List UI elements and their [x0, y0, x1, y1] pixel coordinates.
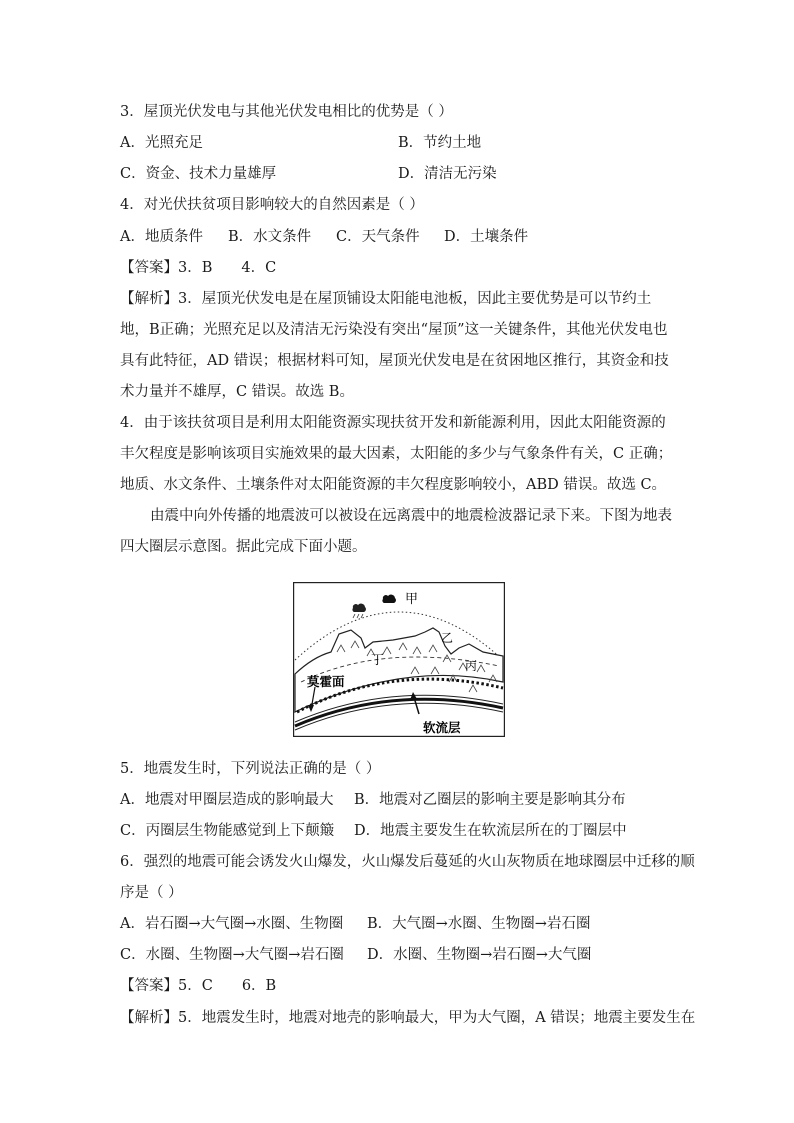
analysis-4: 4．由于该扶贫项目是利用太阳能资源实现扶贫开发和新能源利用，因此太阳能资源的丰欠程度是影响该项目实施效果的最大因素，太阳能的多少与气象条件有关，C 正确；地质、水文条件、土壤条件对太阳能资源的丰欠程度影响较小，ABD 错误。故选 C。 [120, 415, 673, 493]
q6-option-a: A．岩石圈→大气圈→水圈、生物圈 [120, 916, 344, 932]
analysis-3: 【解析】3．屋顶光伏发电是在屋顶铺设太阳能电池板，因此主要优势是可以节约土地，B正确；光照充足以及清洁无污染没有突出“屋顶”这一关键条件，其他光伏发电也具有此特征，AD 错误；根据材料可知，屋顶光伏发电是在贫困地区推行，其资金和技术力量并不雄厚，C 错误。故选 B。 [120, 291, 669, 400]
q6-option-b: B．大气圈→水圈、生物圈→岩石圈 [367, 916, 591, 932]
question-5-stem: 5．地震发生时，下列说法正确的是（ ） [120, 761, 381, 777]
question-6-stem-line2: 序是（ ） [120, 885, 183, 901]
q5-option-a: A．地震对甲圈层造成的影响最大 [120, 792, 334, 808]
q3-option-c: C．资金、技术力量雄厚 [120, 166, 277, 182]
q6-option-d: D．水圈、生物圈→岩石圈→大气圈 [367, 947, 592, 963]
label-ding: 丁 [371, 653, 385, 668]
q4-option-b: B．水文条件 [228, 229, 312, 245]
label-bing: 丙 [465, 659, 478, 673]
q4-option-d: D．土壤条件 [444, 229, 529, 245]
intro-paragraph: 由震中向外传播的地震波可以被设在远离震中的地震检波器记录下来。下图为地表四大圈层示意图。据此完成下面小题。 [120, 508, 672, 555]
q4-option-c: C．天气条件 [336, 229, 420, 245]
answer-3-4: 【答案】3．B 4．C [120, 260, 277, 276]
q6-option-c: C．水圈、生物圈→大气圈→岩石圈 [120, 947, 344, 963]
label-yi: 乙 [441, 631, 454, 645]
earth-spheres-diagram [293, 582, 505, 737]
answer-5-6: 【答案】5．C 6．B [120, 978, 277, 994]
cloud-icon [382, 595, 396, 603]
label-moho: 莫霍面 [307, 674, 345, 689]
q4-option-a: A．地质条件 [120, 229, 203, 245]
question-4-stem: 4．对光伏扶贫项目影响较大的自然因素是（ ） [120, 197, 424, 213]
label-asthenosphere: 软流层 [423, 720, 461, 735]
analysis-5: 【解析】5．地震发生时，地震对地壳的影响最大，甲为大气圈，A 错误；地震主要发生在 [120, 1010, 696, 1026]
q5-option-b: B．地震对乙圈层的影响主要是影响其分布 [354, 792, 626, 808]
q3-option-d: D．清洁无污染 [398, 166, 497, 182]
question-3-stem: 3．屋顶光伏发电与其他光伏发电相比的优势是（ ） [120, 104, 453, 120]
q3-option-b: B．节约土地 [398, 135, 482, 151]
question-6-stem-line1: 6．强烈的地震可能会诱发火山爆发，火山爆发后蔓延的火山灰物质在地球圈层中迁移的顺 [120, 854, 695, 870]
q3-option-a: A．光照充足 [120, 135, 203, 151]
q5-option-d: D．地震主要发生在软流层所在的丁圈层中 [354, 823, 627, 839]
label-jia: 甲 [405, 592, 419, 607]
q5-option-c: C．丙圈层生物能感觉到上下颠簸 [120, 823, 335, 839]
